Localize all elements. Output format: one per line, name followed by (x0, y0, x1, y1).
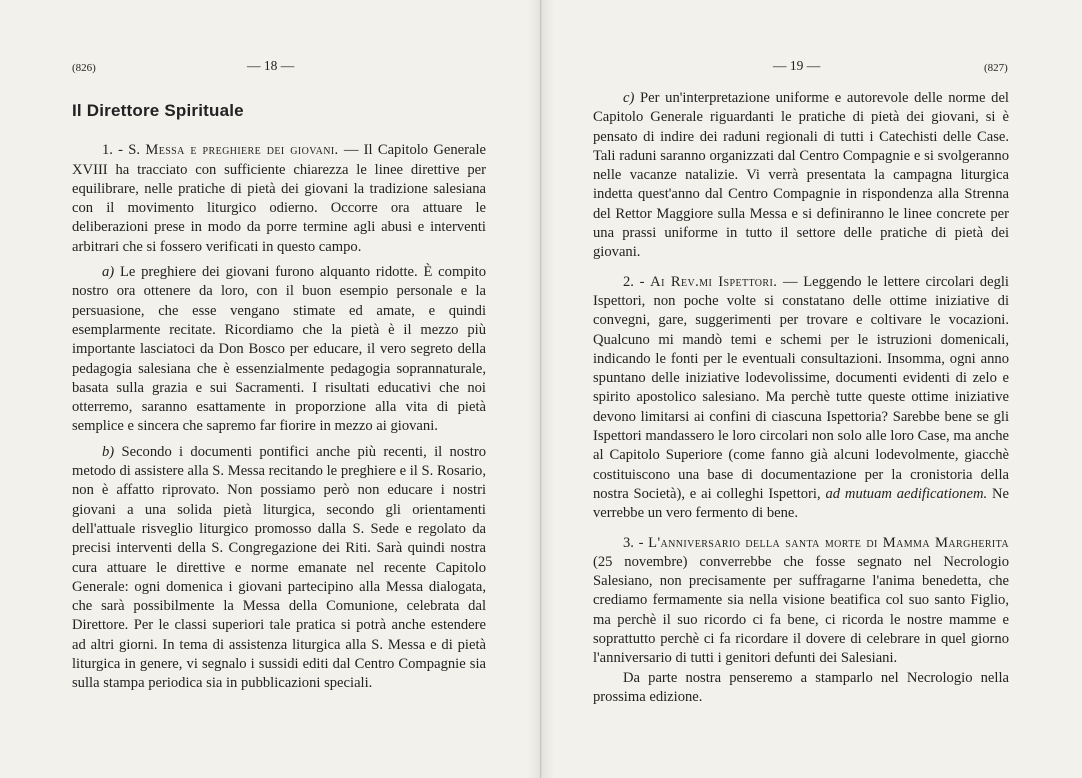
right-text-column (593, 89, 1009, 707)
section-1-number: 1. - S. (102, 142, 141, 159)
paragraph-b-text: Secondo i documenti pontifici anche più recenti, il nostro metodo di assistere alla S. Messa recitando le preghiere e il S. Rosario, non è affatto riprovato. Non possiamo però non educare i nostri giovani a una solida pietà liturgica, secondo gli orientamenti dell'attuale risveglio liturgico promosso dalla S. Sede e regolato da precisi interventi della S. Congregazione dei Riti. Sarà quindi nostra cura attuare le direttive e norme emanate nel recente Capitolo Generale: ogni domenica i giovani partecipino alla Messa dialogata, che sarà possibilmente la Messa della Comunione, celebrata dal Direttore. Per le classi superiori tale pratica si potrà anche estendere ad altri giorni. In tema di assistenza liturgica alla S. Messa e di pietà liturgica in genere, vi segnalo i sussidi editi dal Centro Compagnie sia sulla stampa periodica sia in pubblicazioni speciali. (72, 443, 486, 692)
left-side-page-number: (826) (72, 62, 96, 74)
section-heading: Il Direttore Spirituale (72, 101, 244, 120)
paragraph-section-3 (593, 534, 1009, 669)
right-page (541, 0, 1082, 778)
paragraph-c-label: c) (623, 90, 635, 106)
section-2-latin-phrase: ad mutuam aedificationem. (825, 485, 988, 502)
paragraph-b-label: b) (102, 443, 115, 460)
paragraph-a-text: Le preghiere dei giovani furono alquanto ridotte. È compito nostro ora ottenere da loro, con il buon esempio personale e la persuasione, che esse vengano stimate ed amate, e quindi esemplarmente recitate. Ricordiamo che la pietà è il mezzo più importante lasciatoci da Don Bosco per educare, il vero segreto della pedagogia salesiana che è essenzialmente pedagogia soprannaturale, basata sulla grazia e sui Sacramenti. I risultati educativi che noi otterremo, saranno esattamente in proporzione alla vita di pietà semplice e sincera che sapremo far fiorire in mezzo ai giovani. (72, 264, 486, 435)
section-3-title: L'anniversario della santa morte di Mamma Margherita (648, 534, 1009, 551)
paragraph-a (72, 263, 486, 437)
section-2-number: 2. - (623, 273, 645, 290)
closing-paragraph: Da parte nostra penseremo a stamparlo nel Necrologio nella prossima edizione. (593, 669, 1009, 705)
left-text-column (72, 89, 486, 694)
right-side-page-number: (827) (984, 62, 1008, 74)
section-2-title: Ai Rev.mi Ispettori. (650, 273, 778, 290)
section-3-number: 3. - (623, 534, 644, 551)
paragraph-section-1 (72, 141, 486, 257)
section-2-text-end: Ne verrebbe un vero fermento di bene. (593, 485, 1009, 522)
section-3-text: (25 novembre) converrebbe che fosse segnato nel Necrologio Salesiano, non precisamente per suffragarne l'anima benedetta, che crediamo fermamente sia nella visione beatifica col suo santo Figlio, ma perchè il suo ricordo ci fa bene, ci ricorda le nostre mamme e soprattutto perchè ci fa ricordare il dovere di celebrare in quel giorno l'anniversario di tutti i genitori defunti dei Salesiani. (593, 553, 1009, 667)
paragraph-c (593, 89, 1009, 263)
section-2-text: — Leggendo le lettere circolari degli Ispettori, non poche volte si constatano delle ottime iniziative di convegni, gare, suggerimenti per trovare e coltivare le vocazioni. Qualcuno mi mandò temi e schemi per le istruzioni domenicali, indicando le fonti per le eventuali consultazioni. Insomma, ogni anno spuntano delle iniziative lodevolissime, documenti evidenti di zelo e spirito apostolico salesiano. Ma perchè tutte queste ottime iniziative devono limitarsi ai confini di ciascuna Ispettoria? Sarebbe bene se gli Ispettori mandassero le loro circolari non solo alle loro Case, ma anche al Capitolo Superiore (come fanno già alcuni lodevolmente, giacchè costituiscono una base di documentazione per la cronistoria della nostra Società), e ai colleghi Ispettori, (593, 273, 1009, 502)
paragraph-b (72, 443, 486, 694)
paragraph-c-text: Per un'interpretazione uniforme e autorevole delle norme del Capitolo Generale riguardanti le pratiche di pietà dei giovani, si è pensato di indire dei raduni regionali di tutti i Catechisti delle Case. Tali raduni saranno organizzati dal Centro Compagnie e si svolgeranno nelle vacanze natalizie. Vi verrà presentata la campagna liturgica indetta quest'anno dal Centro Compagnie in rispondenza alla Strenna del Rettor Maggiore sulla Messa e si definiranno le linee concrete per una prassi uniforme in tutto il settore delle pratiche di pietà dei giovani. (593, 90, 1009, 261)
paragraph-a-label: a) (102, 264, 115, 281)
section-1-title: Messa e preghiere dei giovani. (145, 142, 339, 159)
left-page-number: — 18 — (247, 58, 295, 73)
right-page-number: — 19 — (773, 58, 821, 73)
paragraph-section-2 (593, 273, 1009, 524)
section-1-text: — Il Capitolo Generale XVIII ha tracciato con sufficiente chiarezza le linee direttive per equilibrare, nelle pratiche di pietà dei giovani la tradizione salesiana con il movimento liturgico odierno. Occorre ora attuare le deliberazioni prese in modo da porre termine agli abusi e interventi arbitrari che si fossero verificati in questo campo. (72, 142, 487, 255)
